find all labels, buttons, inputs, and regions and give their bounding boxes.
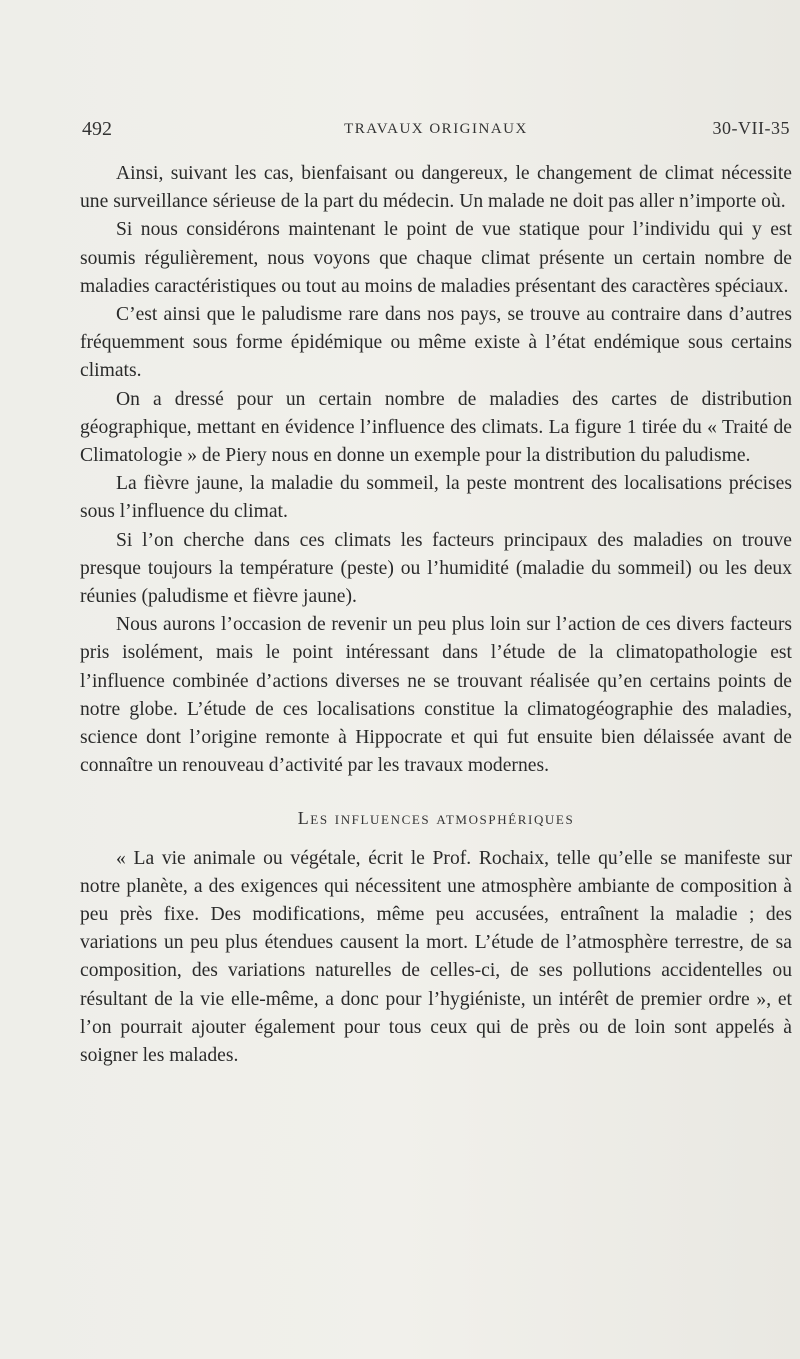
- header-date: 30-VII-35: [712, 118, 790, 138]
- paragraph: « La vie animale ou végétale, écrit le Prof. Rochaix, telle qu’elle se manifeste sur notre planète, a des exigences qui nécessitent une atmosphère ambiante de composition à peu près fixe. Des modifications, même peu accusées, entraînent la maladie ; des variations un peu plus étendues causent la mort. L’étude de l’atmosphère terrestre, de sa composition, des variations naturelles de celles-ci, de ses pollutions accidentelles ou résultant de la vie elle-même, a donc pour l’hygiéniste, un intérêt de premier ordre », et l’on pourrait ajouter également pour tous ceux qui de près ou de loin sont appelés à soigner les malades.: [80, 847, 792, 1067]
- paragraph: La fièvre jaune, la maladie du sommeil, la peste montrent des localisations précises sous l’influence du climat.: [80, 473, 792, 523]
- running-title: TRAVAUX ORIGINAUX: [344, 121, 528, 137]
- paragraph: Si l’on cherche dans ces climats les facteurs principaux des maladies on trouve presque toujours la température (peste) ou l’humidité (maladie du sommeil) ou les deux réunies (paludisme et fièvre jaune).: [80, 529, 792, 608]
- paragraph: C’est ainsi que le paludisme rare dans nos pays, se trouve au contraire dans d’autres fréquemment sous forme épidémique ou même existe à l’état endémique sous certains climats.: [80, 304, 792, 382]
- paragraph: Ainsi, suivant les cas, bienfaisant ou dangereux, le changement de climat nécessite une surveillance sérieuse de la part du médecin. Un malade ne doit pas aller n’importe où.: [80, 163, 792, 213]
- section-title: Les influences atmosphériques: [297, 808, 575, 829]
- paragraph: On a dressé pour un certain nombre de maladies des cartes de distribution géographique, mettant en évidence l’influence des climats. La figure 1 tirée du « Traité de Climatologie » de Piery nous en donne un exemple pour la distribution du paludisme.: [80, 388, 792, 467]
- paragraph: Nous aurons l’occasion de revenir un peu plus loin sur l’action de ces divers facteurs pris isolément, mais le point intéressant dans l’étude de la climatopathologie est l’influence combinée d’actions diverses ne se trouvant réalisée qu’en certains points de notre globe. L’étude de ces localisations constitue la climatogéographie des maladies, science dont l’origine remonte à Hippocrate et qui fut ensuite bien délaissée avant de connaître un renouveau d’activité par les travaux modernes.: [80, 614, 792, 777]
- article-body: [80, 160, 792, 1070]
- page-number: 492: [82, 118, 112, 140]
- paragraph: Si nous considérons maintenant le point de vue statique pour l’individu qui y est soumis régulièrement, nous voyons que chaque climat présente un certain nombre de maladies caractéristiques ou tout au moins de maladies présentant des caractères spéciaux.: [80, 219, 792, 297]
- page-header: [82, 118, 790, 142]
